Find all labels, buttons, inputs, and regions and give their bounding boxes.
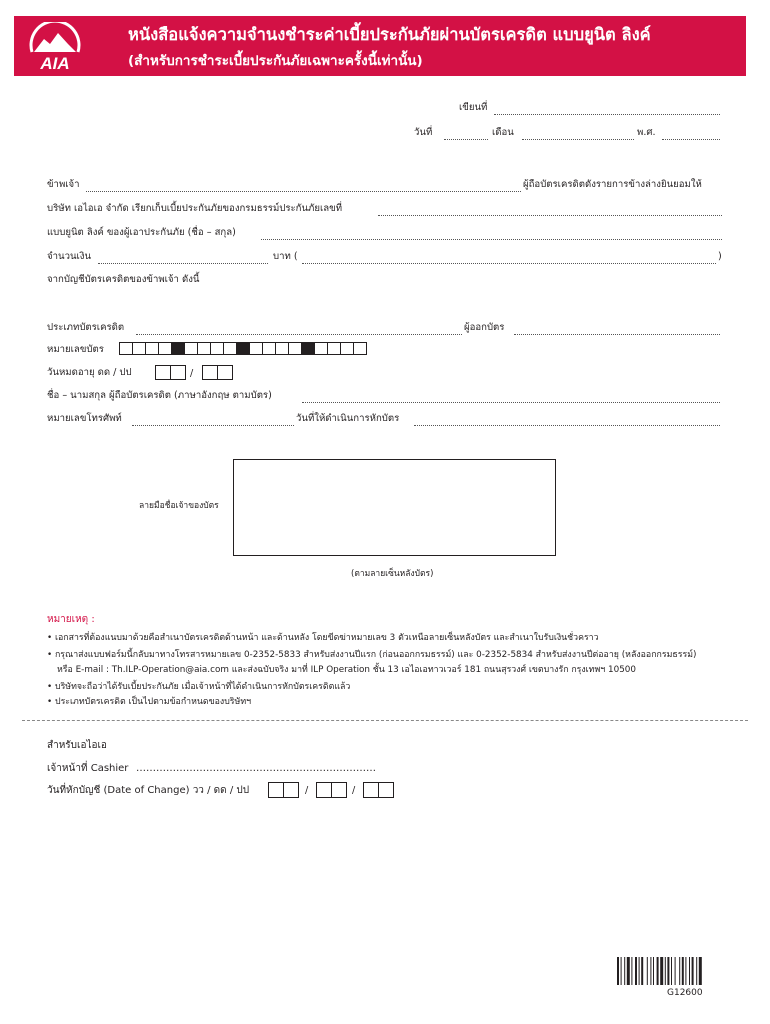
deduct-date-field[interactable]: [414, 425, 720, 426]
card-digit-box[interactable]: [353, 342, 367, 355]
applicant-label: ข้าพเจ้า: [47, 179, 80, 190]
baht-label: บาท (: [273, 251, 298, 262]
cardholder-name-label: ชื่อ – นามสกุล ผู้ถือบัตรเครดิต (ภาษาอังกฤษ ตามบัตร): [47, 390, 272, 401]
form-subtitle: (สำหรับการชำระเบี้ยประกันภัยเฉพาะครั้งนี้เท่านั้น): [128, 53, 423, 69]
form-title: หนังสือแจ้งความจำนงชำระค่าเบี้ยประกันภัยผ่านบัตรเครดิต แบบยูนิต ลิงค์: [128, 25, 651, 44]
change-slash: /: [352, 785, 356, 796]
card-digit-box[interactable]: [158, 342, 172, 355]
card-digit-box[interactable]: [184, 342, 198, 355]
card-digit-box[interactable]: [145, 342, 159, 355]
aia-logo: [22, 22, 88, 74]
policy-number-label: บริษัท เอไอเอ จำกัด เรียกเก็บเบี้ยประกันภัยของกรมธรรม์ประกันภัยเลขที่: [47, 203, 343, 214]
phone-label: หมายเลขโทรศัพท์: [47, 413, 122, 424]
expiry-month-boxes[interactable]: [156, 365, 186, 380]
card-digit-box[interactable]: [210, 342, 224, 355]
month-label: เดือน: [492, 127, 514, 138]
card-type-label: ประเภทบัตรเครดิต: [47, 322, 125, 333]
note-item: • เอกสารที่ต้องแนบมาด้วยคือสำเนาบัตรเครดิตด้านหน้า และด้านหลัง โดยขีดฆ่าหมายเลข 3 ตัวเหนือลายเซ็นหลังบัตร และสำเนาใบรับเงินชั่วคราว: [47, 633, 599, 643]
card-separator-box: [236, 342, 250, 355]
signature-caption: (ตามลายเซ็นหลังบัตร): [351, 569, 434, 579]
deduct-date-label: วันที่ให้ดำเนินการหักบัตร: [296, 413, 400, 424]
change-day-boxes[interactable]: [269, 782, 299, 798]
change-digit-box[interactable]: [378, 782, 394, 798]
card-issuer-label: ผู้ออกบัตร: [464, 322, 505, 333]
close-paren: ): [718, 251, 722, 262]
card-digit-box[interactable]: [197, 342, 211, 355]
cardholder-name-field[interactable]: [302, 402, 720, 403]
card-digit-box[interactable]: [340, 342, 354, 355]
change-digit-box[interactable]: [331, 782, 347, 798]
card-digit-box[interactable]: [132, 342, 146, 355]
expiry-digit-box[interactable]: [217, 365, 233, 380]
card-digit-box[interactable]: [314, 342, 328, 355]
place-field[interactable]: [494, 114, 720, 115]
consent-text: ผู้ถือบัตรเครดิตดังรายการข้างล่างยินยอมให้: [523, 179, 702, 190]
change-year-boxes[interactable]: [364, 782, 394, 798]
account-intro: จากบัญชีบัตรเครดิตของข้าพเจ้า ดังนี้: [47, 274, 200, 285]
applicant-name-field[interactable]: [86, 191, 521, 192]
change-digit-box[interactable]: [283, 782, 299, 798]
form-code: G12600: [667, 988, 703, 998]
card-number-label: หมายเลขบัตร: [47, 344, 104, 355]
phone-field[interactable]: [132, 425, 294, 426]
change-digit-box[interactable]: [363, 782, 379, 798]
signature-label: ลายมือชื่อเจ้าของบัตร: [139, 501, 219, 511]
change-digit-box[interactable]: [316, 782, 332, 798]
year-field[interactable]: [662, 139, 720, 140]
day-label: วันที่: [414, 127, 433, 138]
logo-text: AIA: [40, 54, 70, 73]
cashier-field[interactable]: ………………………………………………………………: [136, 763, 376, 774]
change-month-boxes[interactable]: [317, 782, 347, 798]
office-use-title: สำหรับเอไอเอ: [47, 740, 107, 751]
card-separator-box: [301, 342, 315, 355]
place-label: เขียนที่: [459, 102, 488, 113]
day-field[interactable]: [444, 139, 488, 140]
card-issuer-field[interactable]: [514, 334, 720, 335]
amount-field[interactable]: [98, 263, 268, 264]
barcode: [617, 957, 745, 985]
year-label: พ.ศ.: [637, 127, 656, 138]
change-digit-box[interactable]: [268, 782, 284, 798]
change-date-label: วันที่หักบัญชี (Date of Change) วว / ดด / ปป: [47, 785, 250, 796]
expiry-digit-box[interactable]: [170, 365, 186, 380]
note-item: หรือ E-mail : Th.ILP-Operation@aia.com และส่งฉบับจริง มาที่ ILP Operation ชั้น 13 เอไอเอทาวเวอร์ 181 ถนนสุรวงศ์ เขตบางรัก กรุงเทพฯ 10500: [57, 665, 636, 675]
note-item: • กรุณาส่งแบบฟอร์มนี้กลับมาทางโทรสารหมายเลข 0-2352-5833 สำหรับส่งงานปีแรก (ก่อนออกกรมธรรม์) และ 0-2352-5834 สำหรับส่งงานปีต่ออายุ (หลังออกกรมธรรม์): [47, 650, 697, 660]
signature-box[interactable]: [233, 459, 556, 556]
card-digit-box[interactable]: [119, 342, 133, 355]
month-field[interactable]: [522, 139, 634, 140]
card-digit-box[interactable]: [223, 342, 237, 355]
card-digit-box[interactable]: [288, 342, 302, 355]
card-digit-box[interactable]: [275, 342, 289, 355]
note-item: • ประเภทบัตรเครดิต เป็นไปตามข้อกำหนดของบริษัทฯ: [47, 697, 252, 707]
insured-name-field[interactable]: [261, 239, 722, 240]
amount-label: จำนวนเงิน: [47, 251, 92, 262]
amount-in-words-field[interactable]: [302, 263, 716, 264]
expiry-digit-box[interactable]: [202, 365, 218, 380]
card-digit-box[interactable]: [249, 342, 263, 355]
expiry-year-boxes[interactable]: [203, 365, 233, 380]
card-number-boxes[interactable]: [120, 342, 367, 355]
expiry-label: วันหมดอายุ ดด / ปป: [47, 367, 132, 378]
expiry-slash: /: [190, 368, 194, 379]
card-digit-box[interactable]: [327, 342, 341, 355]
policy-number-field[interactable]: [378, 215, 722, 216]
cut-line: [22, 720, 748, 721]
insured-name-label: แบบยูนิต ลิงค์ ของผู้เอาประกันภัย (ชื่อ – สกุล): [47, 227, 236, 238]
notes-title: หมายเหตุ :: [47, 614, 95, 625]
change-slash: /: [305, 785, 309, 796]
card-digit-box[interactable]: [262, 342, 276, 355]
expiry-digit-box[interactable]: [155, 365, 171, 380]
cashier-label: เจ้าหน้าที่ Cashier: [47, 763, 129, 774]
card-type-field[interactable]: [136, 334, 462, 335]
card-separator-box: [171, 342, 185, 355]
note-item: • บริษัทจะถือว่าได้รับเบี้ยประกันภัย เมื่อเจ้าหน้าที่ได้ดำเนินการหักบัตรเครดิตแล้ว: [47, 682, 351, 692]
